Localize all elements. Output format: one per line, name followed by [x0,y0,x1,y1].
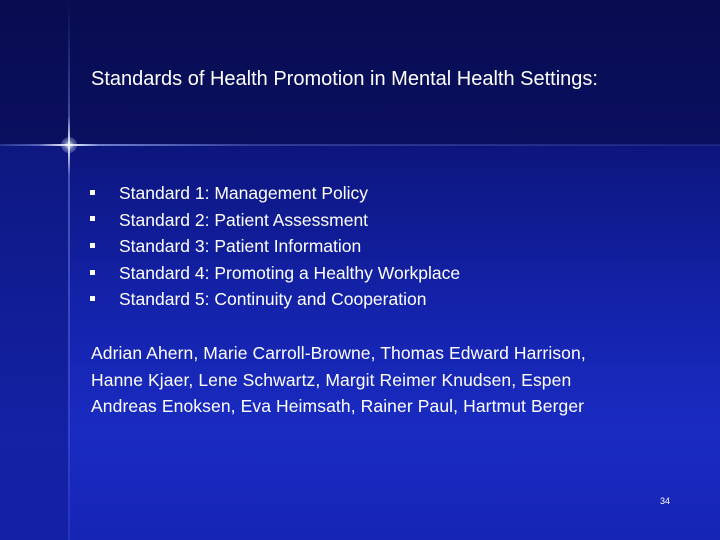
sparkle-icon [39,115,99,175]
square-bullet-icon [90,190,95,195]
list-item-text: Standard 4: Promoting a Healthy Workplace [119,262,461,283]
vertical-divider [68,0,70,540]
list-item [88,207,460,234]
square-bullet-icon [90,296,95,301]
list-item-text: Standard 5: Continuity and Cooperation [119,289,427,310]
authors-line: Adrian Ahern, Marie Carroll-Browne, Thomas Edward Harrison, [91,343,586,363]
left-band [0,145,68,540]
list-item [88,180,460,207]
horizontal-divider [0,144,720,146]
square-bullet-icon [90,243,95,248]
list-item-text: Standard 2: Patient Assessment [119,209,369,230]
list-item-text: Standard 1: Management Policy [119,183,369,203]
square-bullet-icon [90,216,95,221]
list-item [88,286,460,313]
authors-line: Andreas Enoksen, Eva Heimsath, Rainer Paul, Hartmut Berger [91,396,585,416]
page-number: 34 [660,496,671,506]
authors-line: Hanne Kjaer, Lene Schwartz, Margit Reimer Knudsen, Espen [91,369,572,390]
square-bullet-icon [90,270,95,275]
list-item-text: Standard 3: Patient Information [119,236,362,257]
list-item [88,260,460,287]
standards-list [88,180,460,313]
authors-text [91,340,691,420]
list-item [88,233,460,260]
slide-title: Standards of Health Promotion in Mental Health Settings: [91,68,598,90]
